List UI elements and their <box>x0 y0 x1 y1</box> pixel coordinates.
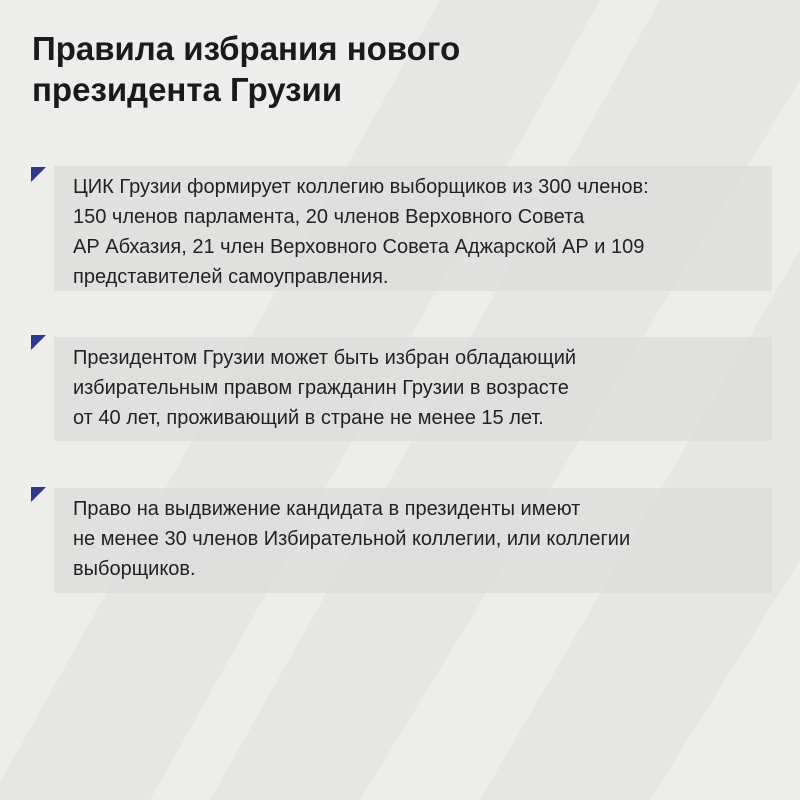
rule-3-line-2: не менее 30 членов Избирательной коллегии, или коллегии <box>73 528 631 550</box>
rule-card-3 <box>54 488 772 593</box>
blue-corner-triangle-icon <box>31 487 46 502</box>
title-line-1: Правила избрания нового <box>32 30 461 67</box>
rule-1-line-2: 150 членов парламента, 20 членов Верховного Совета <box>73 206 585 228</box>
blue-corner-triangle-icon <box>31 335 46 350</box>
rule-3-line-1: Право на выдвижение кандидата в президенты имеют <box>73 498 581 520</box>
rule-1-line-3: АР Абхазия, 21 член Верховного Совета Аджарской АР и 109 <box>73 236 645 258</box>
rule-2-line-3: от 40 лет, проживающий в стране не менее 15 лет. <box>73 407 544 429</box>
rule-3-text <box>73 494 754 584</box>
rule-1-line-1: ЦИК Грузии формирует коллегию выборщиков из 300 членов: <box>73 176 649 198</box>
rule-card-1 <box>54 166 772 291</box>
blue-corner-triangle-icon <box>31 167 46 182</box>
title-line-2: президента Грузии <box>32 71 343 108</box>
rule-1-line-4: представителей самоуправления. <box>73 266 389 288</box>
rule-1-text <box>73 172 754 292</box>
rule-2-line-1: Президентом Грузии может быть избран обладающий <box>73 347 577 369</box>
page-title <box>32 28 460 110</box>
rule-2-line-2: избирательным правом гражданин Грузии в возрасте <box>73 377 569 399</box>
rule-2-text <box>73 343 754 433</box>
rule-3-line-3: выборщиков. <box>73 558 196 580</box>
rule-card-2 <box>54 337 772 441</box>
